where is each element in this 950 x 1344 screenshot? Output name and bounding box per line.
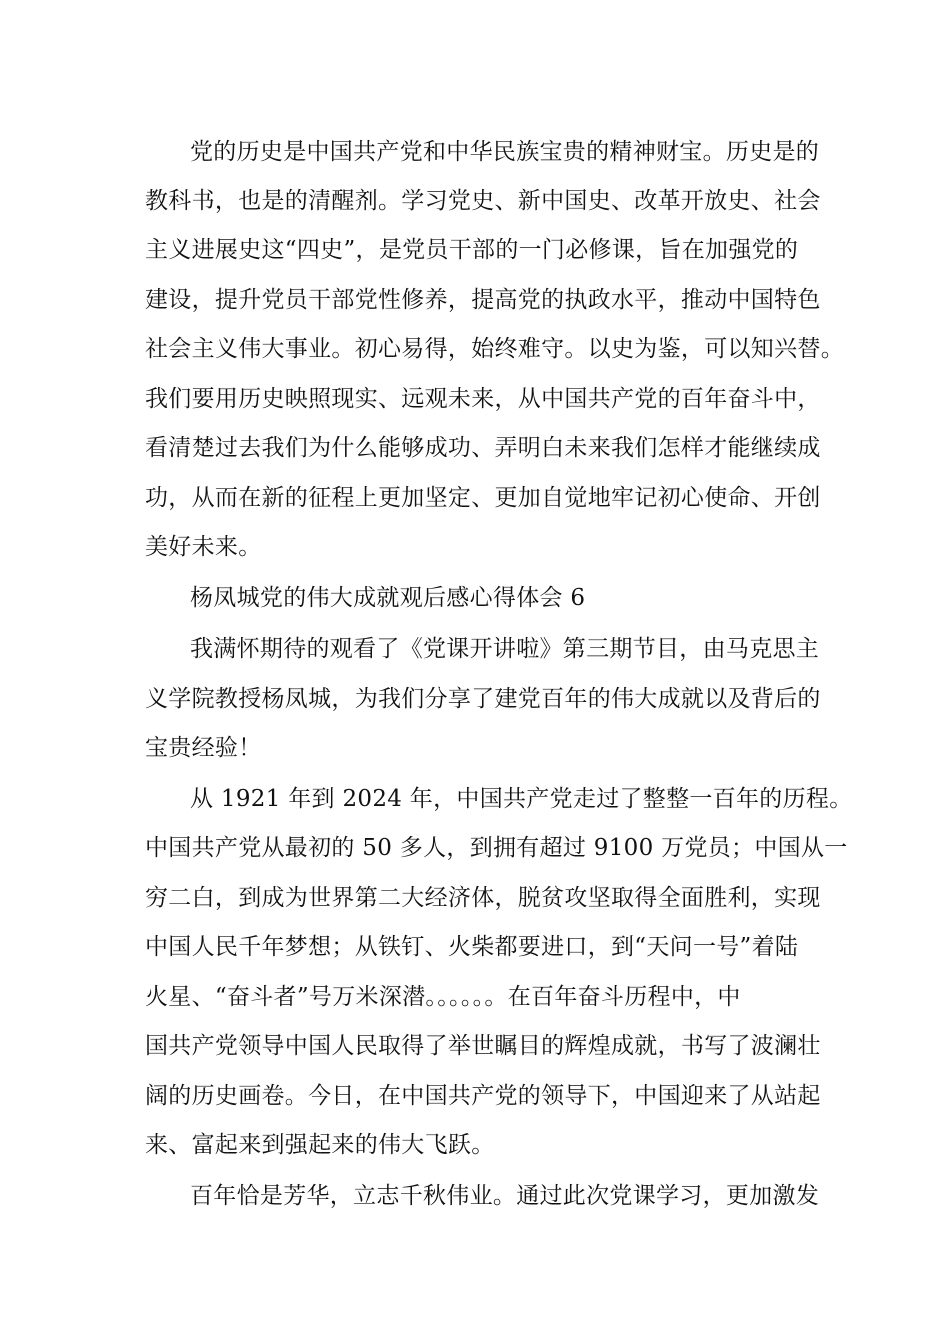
text-line: 阔的历史画卷。今日，在中国共产党的领导下，中国迎来了从站起	[145, 1083, 821, 1109]
text-line: 功，从而在新的征程上更加坚定、更加自觉地牢记初心使命、开创	[145, 485, 821, 511]
text-line: 国共产党领导中国人民取得了举世瞩目的辉煌成就，书写了波澜壮	[145, 1033, 821, 1059]
text-line: 我们要用历史映照现实、远观未来，从中国共产党的百年奋斗中，	[145, 386, 821, 412]
section-heading: 杨凤城党的伟大成就观后感心得体会 6	[190, 585, 586, 611]
text-line: 穷二白，到成为世界第二大经济体，脱贫攻坚取得全面胜利，实现	[145, 885, 821, 911]
text-line: 中国人民千年梦想；从铁钉、火柴都要进口，到“天问一号”着陆	[145, 934, 799, 960]
text-line: 中国共产党从最初的 50 多人，到拥有超过 9100 万党员；中国从一	[145, 835, 848, 861]
text-line: 看清楚过去我们为什么能够成功、弄明白未来我们怎样才能继续成	[145, 435, 821, 461]
text-line: 百年恰是芳华，立志千秋伟业。通过此次党课学习，更加激发	[190, 1183, 820, 1209]
text-line: 来、富起来到强起来的伟大飞跃。	[145, 1132, 495, 1158]
text-line: 从 1921 年到 2024 年，中国共产党走过了整整一百年的历程。	[190, 786, 853, 812]
text-line: 火星、“奋斗者”号万米深潜。。。。。。在百年奋斗历程中，中	[145, 984, 741, 1010]
text-line: 我满怀期待的观看了《党课开讲啦》第三期节目，由马克思主	[190, 636, 820, 662]
text-line: 主义进展史这“四史”，是党员干部的一门必修课，旨在加强党的	[145, 237, 799, 263]
text-line: 建设，提升党员干部党性修养，提高党的执政水平，推动中国特色	[145, 287, 821, 313]
text-line: 党的历史是中国共产党和中华民族宝贵的精神财宝。历史是的	[190, 139, 820, 165]
text-line: 美好未来。	[145, 534, 262, 560]
text-line: 教科书，也是的清醒剂。学习党史、新中国史、改革开放史、社会	[145, 188, 821, 214]
text-line: 社会主义伟大事业。初心易得，始终难守。以史为鉴，可以知兴替。	[145, 336, 844, 362]
text-line: 宝贵经验！	[145, 735, 262, 761]
text-line: 义学院教授杨凤城，为我们分享了建党百年的伟大成就以及背后的	[145, 686, 821, 712]
